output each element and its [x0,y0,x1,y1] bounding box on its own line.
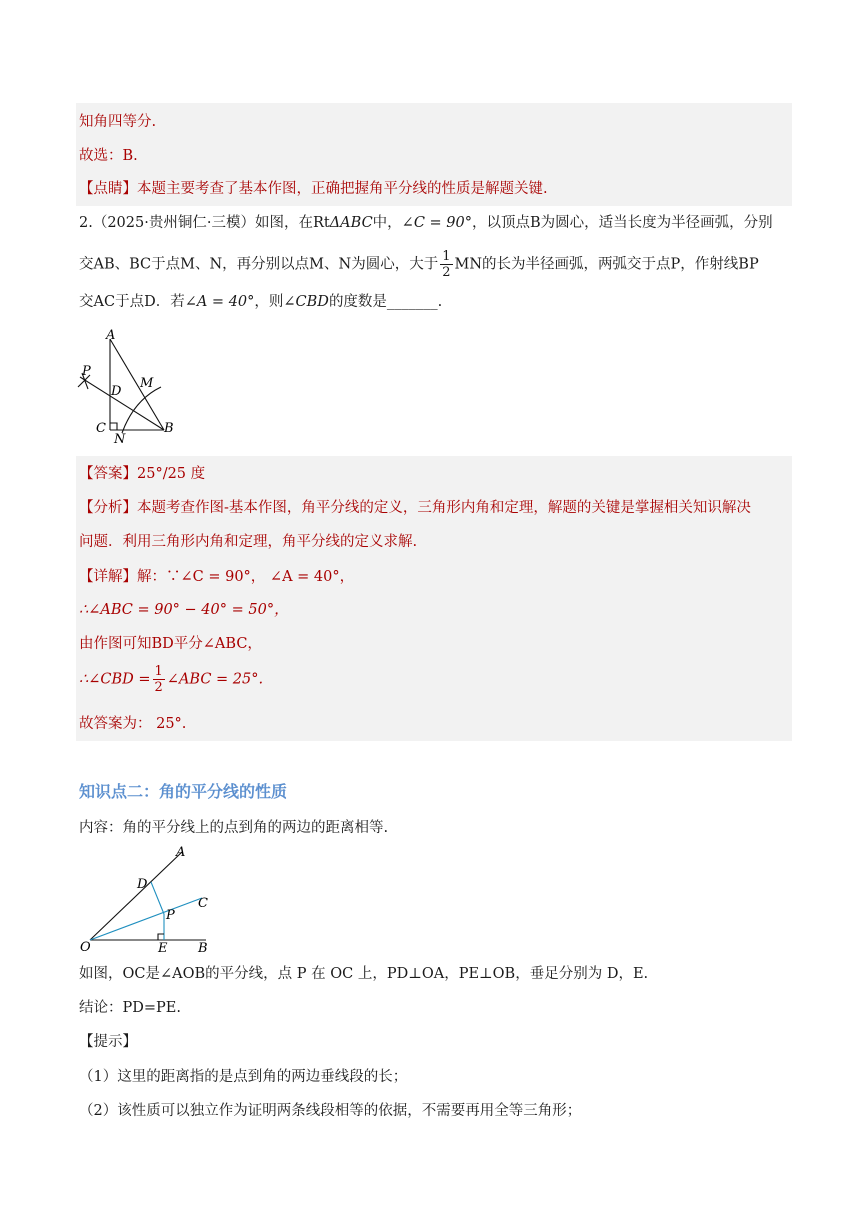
analysis-line-2: 问题．利用三角形内角和定理，角平分线的定义求解. [79,534,418,550]
q2-angle-cbd: ∠CBD [283,294,329,310]
section-content: 内容：角的平分线上的点到角的两边的距离相等. [79,820,389,836]
analysis-text: 本题考查作图-基本作图，角平分线的定义，三角形内角和定理，解题的关键是掌握相关知识解决 [137,500,751,516]
tip-tag: 【提示】 [79,1034,137,1050]
detail-text: 解：∵∠C = 90°， ∠A = 40°， [137,569,355,585]
q2-text: 交AB、BC于点M、N，再分别以点M、N为圆心，大于 [79,256,439,273]
step-2: 由作图可知BD平分∠ABC， [79,636,262,652]
q2-line-1 [79,213,773,233]
detail-tag: 【详解】 [79,569,137,585]
right-angle-mark [158,934,164,940]
arc-mn [122,387,161,433]
q1-tail-line: 知角四等分. [79,114,157,130]
q1-choice: 故选：B. [79,148,138,164]
fraction-half [440,249,452,280]
triangle-construction-figure [76,325,186,445]
label-b: B [198,941,208,956]
step-3 [79,664,263,695]
perp-pd [151,882,164,914]
label-b: B [164,421,174,436]
step3-rhs: ∠ABC = 25°. [166,671,264,688]
bisector-oc [90,898,202,940]
label-a: A [176,845,186,860]
detail-line [79,567,354,587]
right-angle-mark [110,423,117,430]
q1-comment [79,179,548,199]
label-o: O [80,940,91,955]
q2-line-2 [79,249,759,280]
label-c: C [198,896,208,911]
q2-text: MN的长为半径画弧，两弧交于点P，作射线BP [454,256,759,273]
fraction-num: 1 [442,249,451,264]
angle-bisector-figure [76,842,226,957]
q2-text: 的度数是_______. [328,294,443,310]
q2-angle-a: ∠A = 40° [184,294,255,310]
label-d: D [111,384,122,399]
final-answer: 故答案为： 25°. [79,716,187,732]
label-d: D [137,877,148,892]
fraction-den: 2 [154,680,163,695]
q2-angle-c: ∠C = 90° [401,215,472,231]
answer-tag: 【答案】 [79,466,137,482]
q2-triangle: ΔABC [329,215,373,231]
comment-text: 本题主要考查了基本作图，正确把握角平分线的性质是解题关键. [137,181,548,197]
figure-caption: 如图，OC是∠AOB的平分线，点 P 在 OC 上，PD⊥OA，PE⊥OB，垂足分别为 D，E. [79,966,649,982]
label-a: A [106,328,116,343]
q2-text: 2.（2025·贵州铜仁·三模）如图，在Rt [79,215,330,231]
q2-text: ，则 [254,294,284,310]
label-p: P [82,364,91,379]
answer-text: 25°/25 度 [137,466,206,482]
label-c: C [96,421,106,436]
fraction-den: 2 [442,265,451,280]
fraction-half [153,664,165,695]
section-heading: 知识点二：角的平分线的性质 [79,782,288,801]
label-m: M [140,376,154,391]
q2-line-3 [79,292,442,312]
answer-line [79,464,205,484]
label-p: P [166,908,175,923]
step-1: ∴∠ABC = 90° − 40° = 50°， [79,602,289,618]
analysis-line-1 [79,498,751,518]
fraction-num: 1 [154,664,163,679]
step3-lhs: ∴∠CBD = [79,671,151,688]
label-e: E [158,941,168,956]
conclusion: 结论：PD=PE. [79,1000,181,1016]
label-n: N [114,432,126,445]
tip-1: （1）这里的距离指的是点到角的两边垂线段的长； [79,1069,408,1085]
q2-text: 中， [372,215,402,231]
ray-oa [90,852,182,940]
comment-tag: 【点睛】 [79,181,137,197]
tip-2: （2）该性质可以独立作为证明两条线段相等的依据，不需要再用全等三角形； [79,1103,582,1119]
q2-text: ，以顶点B为圆心，适当长度为半径画弧，分别 [471,215,773,231]
analysis-tag: 【分析】 [79,500,137,516]
q2-text: 交AC于点D．若 [79,294,185,310]
